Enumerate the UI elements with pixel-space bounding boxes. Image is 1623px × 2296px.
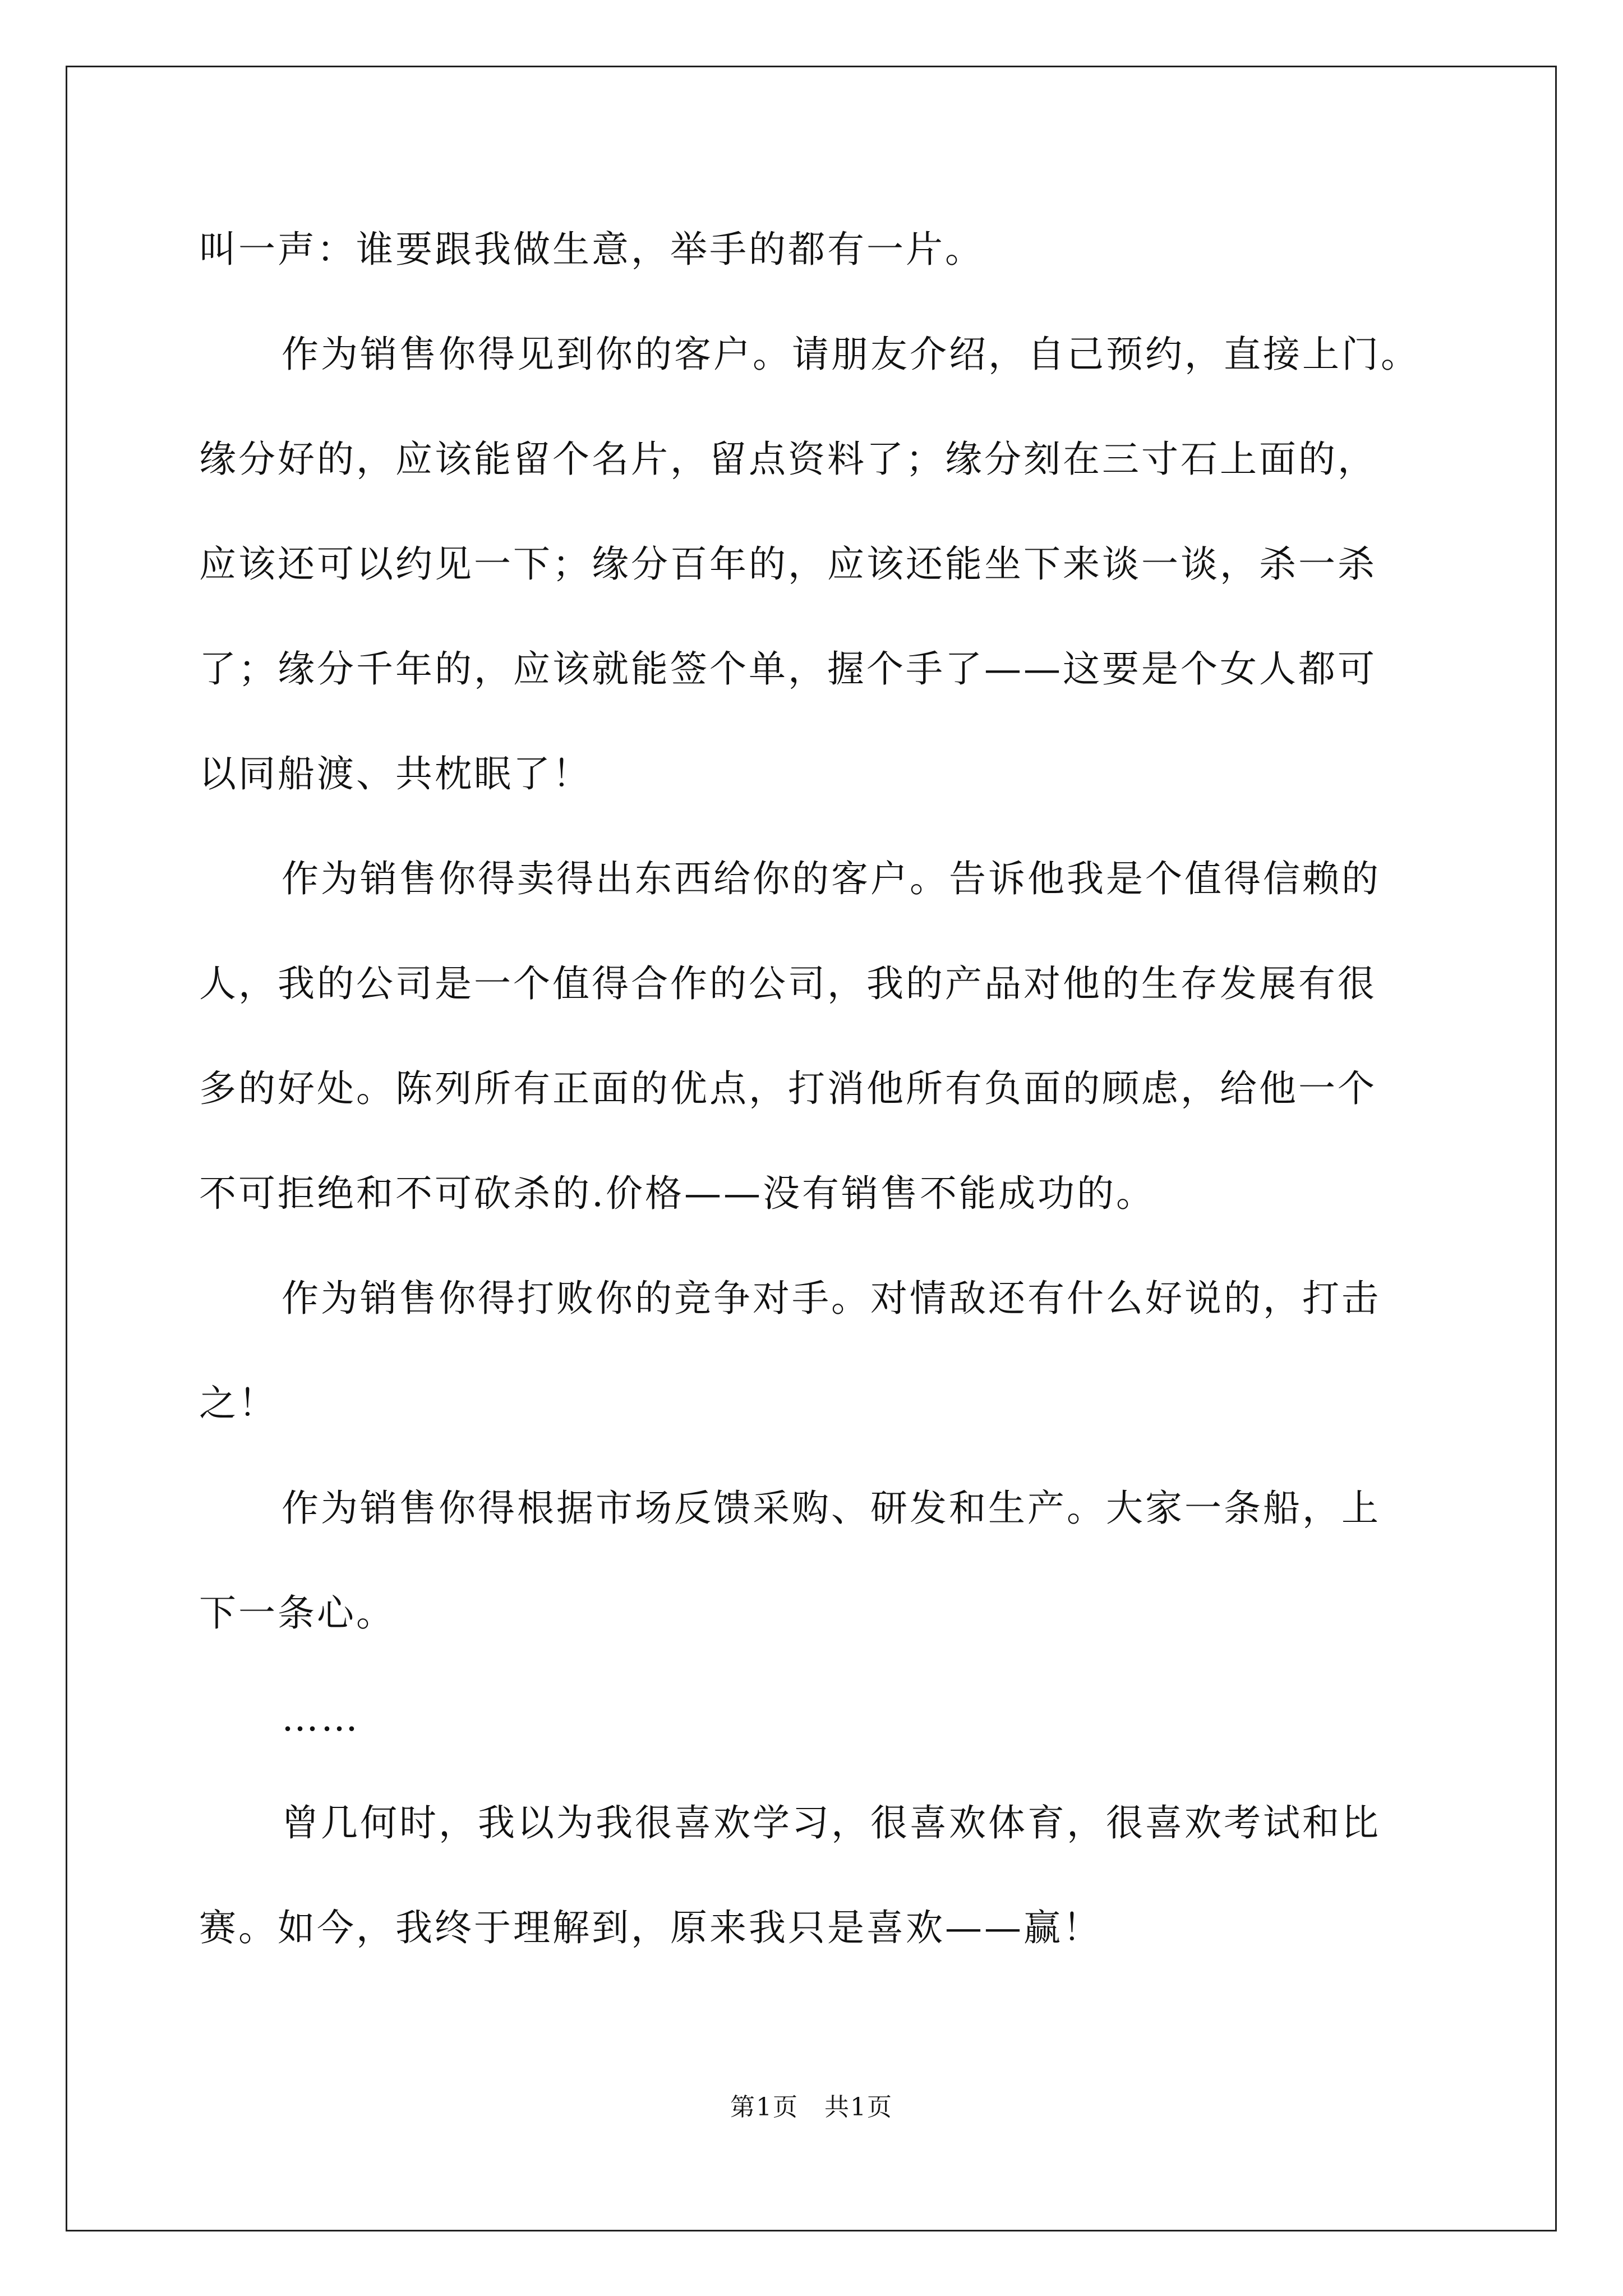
document-body bbox=[199, 213, 1427, 1996]
text-line: 人，我的公司是一个值得合作的公司，我的产品对他的生存发展有很 bbox=[199, 962, 1377, 1005]
text-line: 作为销售你得见到你的客户。请朋友介绍，自己预约，直接上门。 bbox=[282, 333, 1420, 376]
text-line: 多的好处。陈列所有正面的优点，打消他所有负面的顾虑，给他一个 bbox=[199, 1067, 1377, 1110]
text-line: 叫一声：谁要跟我做生意，举手的都有一片。 bbox=[199, 228, 984, 271]
text-line: 作为销售你得打败你的竞争对手。对情敌还有什么好说的，打击 bbox=[282, 1277, 1381, 1320]
text-line: 下一条心。 bbox=[199, 1591, 395, 1635]
text-line: 作为销售你得根据市场反馈采购、研发和生产。大家一条船，上 bbox=[282, 1487, 1381, 1530]
text-line: 之！ bbox=[199, 1382, 278, 1425]
page-number-footer: 第1页 共1页 bbox=[730, 2093, 893, 2122]
text-line: 缘分好的，应该能留个名片，留点资料了；缘分刻在三寸石上面的， bbox=[199, 438, 1377, 481]
text-line: 作为销售你得卖得出东西给你的客户。告诉他我是个值得信赖的 bbox=[282, 857, 1381, 900]
ellipsis-line: …… bbox=[282, 1696, 360, 1740]
text-line: 不可拒绝和不可砍杀的.价格——没有销售不能成功的。 bbox=[199, 1172, 1155, 1215]
text-line: 应该还可以约见一下；缘分百年的，应该还能坐下来谈一谈，杀一杀 bbox=[199, 542, 1377, 586]
text-line: 了；缘分千年的，应该就能签个单，握个手了——这要是个女人都可 bbox=[199, 647, 1377, 691]
text-line: 以同船渡、共枕眠了！ bbox=[199, 752, 592, 795]
text-line: 曾几何时，我以为我很喜欢学习，很喜欢体育，很喜欢考试和比 bbox=[282, 1801, 1381, 1844]
text-line: 赛。如今，我终于理解到，原来我只是喜欢——赢！ bbox=[199, 1906, 1102, 1949]
